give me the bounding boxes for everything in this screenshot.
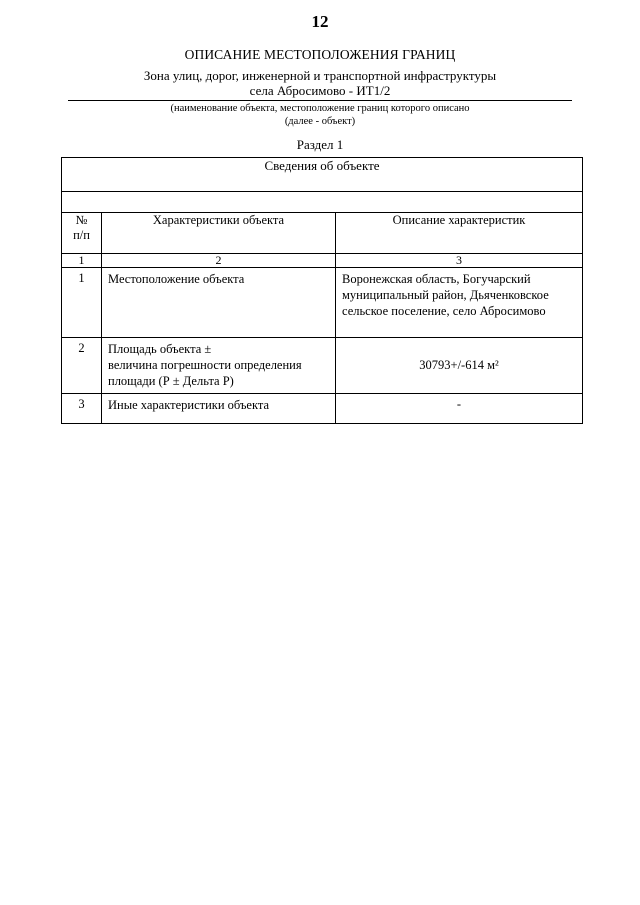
row-number: 1: [62, 268, 102, 338]
row-description: 30793+/-614 м²: [336, 338, 583, 394]
object-name-line-2: села Абросимово - ИТ1/2: [249, 83, 391, 98]
table-heading-row: [62, 158, 583, 192]
row-number: 2: [62, 338, 102, 394]
row-characteristic: Местоположение объекта: [102, 268, 336, 338]
table-row: [62, 268, 583, 338]
column-header-number-line-2: п/п: [73, 228, 90, 242]
row-description: Воронежская область, Богучарский муниципальный район, Дьяченковское сельское поселение, село Абросимово: [336, 268, 583, 338]
document-title: ОПИСАНИЕ МЕСТОПОЛОЖЕНИЯ ГРАНИЦ: [184, 47, 456, 62]
row-characteristic-line-1: Площадь объекта ±: [108, 342, 212, 356]
column-header-number: [62, 213, 102, 254]
object-name-line-1: Зона улиц, дорог, инженерной и транспортной инфраструктуры: [143, 68, 497, 83]
row-characteristic: Иные характеристики объекта: [102, 394, 336, 424]
blank-cell: [62, 192, 583, 213]
table-row: [62, 394, 583, 424]
object-name: [0, 68, 640, 98]
column-number: 3: [336, 254, 583, 268]
column-number: 2: [102, 254, 336, 268]
column-header-characteristics: Характеристики объекта: [102, 213, 336, 254]
hint-line-2: (далее - объект): [284, 116, 356, 127]
table-row: [62, 338, 583, 394]
object-info-table: [61, 157, 583, 424]
row-number: 3: [62, 394, 102, 424]
row-characteristic-line-2: величина погрешности определения площади (Р ± Дельта Р): [108, 358, 302, 388]
row-characteristic: [102, 338, 336, 394]
hint-line-1: (наименование объекта, местоположение границ которого описано: [170, 103, 470, 114]
table-blank-row: [62, 192, 583, 213]
underline-divider: [68, 100, 572, 101]
row-description: -: [336, 394, 583, 424]
section-title: Раздел 1: [296, 137, 344, 152]
column-header-description: Описание характеристик: [336, 213, 583, 254]
table-header-row: [62, 213, 583, 254]
page-number: 12: [311, 12, 329, 31]
column-number: 1: [62, 254, 102, 268]
object-name-hint: [0, 102, 640, 128]
column-header-number-line-1: №: [75, 213, 88, 227]
table-heading: Сведения об объекте: [62, 158, 583, 192]
column-number-row: [62, 254, 583, 268]
